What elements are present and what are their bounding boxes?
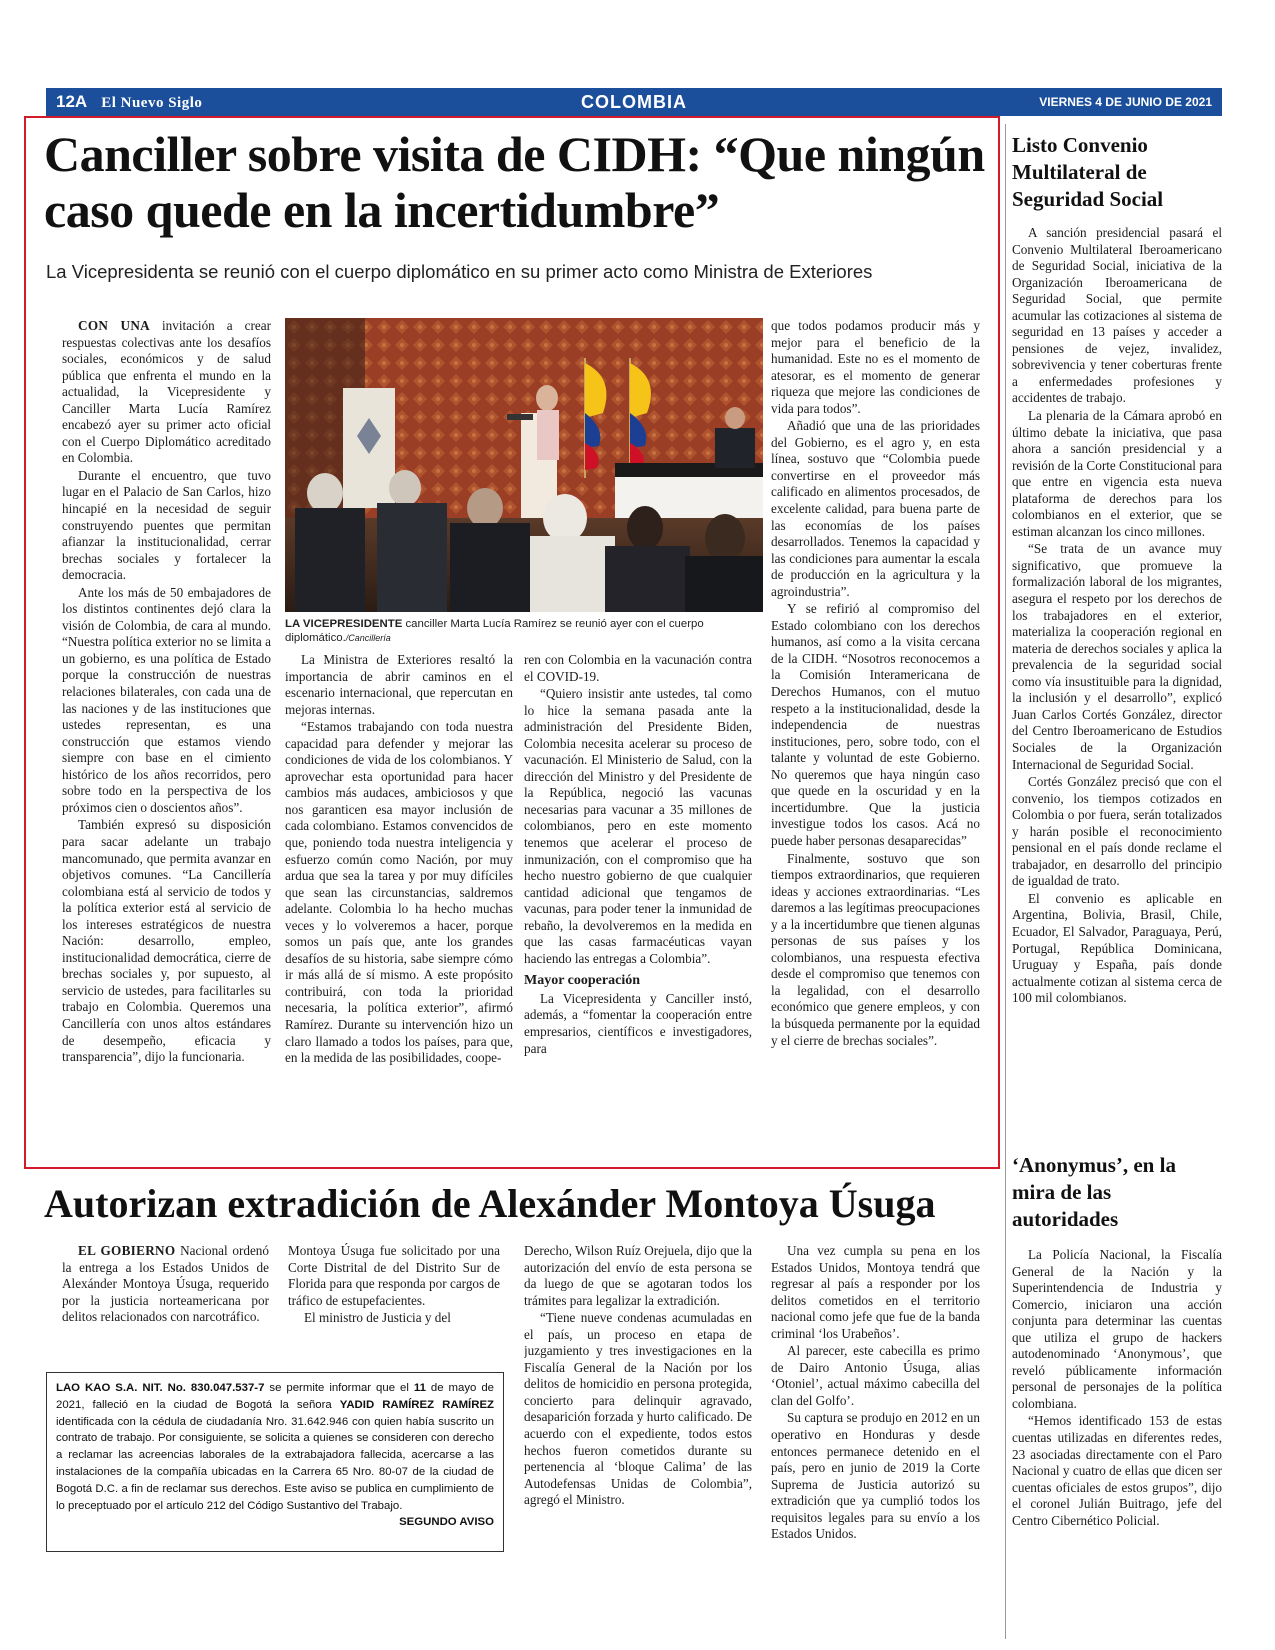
legal-notice-box: LAO KAO S.A. NIT. No. 830.047.537-7 se permite informar que el 11 de mayo de 2021, falleció en la ciudad de Bogotá la señora YADID RAMÍREZ RAMÍREZ identificada con la cédula de ciudadanía Nro. 31.642.946 con quien había suscrito un contrato de trabajo. Por consiguiente, se solicita a quienes se consideren con derecho a reclamar las acreencias laborales de la extrabajadora fallecida, acercarse a las instalaciones de la compañía ubicadas en la Carrera 65 Nro. 80-07 de la ciudad de Bogotá D.C. a fin de reclamar sus derechos. Este aviso se publica en cumplimiento de lo preceptuado por el artículo 212 del Código Sustantivo del Trabajo. SEGUNDO AVISO <box>46 1372 504 1552</box>
main-subheadline: La Vicepresidenta se reunió con el cuerpo diplomático en su primer acto como Ministra de Exteriores <box>46 261 873 282</box>
second-article-column-2: Montoya Úsuga fue solicitado por una Corte Distrital de del Distrito Sur de Florida para que responda por cargos de tráfico de estupefacientes. El ministro de Justicia y del <box>288 1243 500 1326</box>
sidebar-headline-2: ‘Anonymus’, en la mira de las autoridades <box>1012 1153 1176 1231</box>
sidebar-article-2-body: La Policía Nacional, la Fiscalía General de la Nación y la Superintendencia de Industria y Comercio, iniciaron una acción conjunta para determinar las cuentas que utiliza el grupo de hackers autodenominado ‘Anonymous’, que reveló públicamente información personal de personajes de la política colombiana. “Hemos identificado 153 de estas cuentas utilizadas en diferentes redes, 23 asociadas directamente con el Paro Nacional y cuatro de ellas que dicen ser cuentas oficiales de estos grupos”, dijo el coronel Julián Buitrago, jefe del Centro Cibernético Policial. <box>1012 1247 1222 1528</box>
second-headline: Autorizan extradición de Alexánder Montoya Úsuga <box>44 1181 936 1226</box>
second-article-column-1: EL GOBIERNO Nacional ordenó la entrega a los Estados Unidos de Alexánder Montoya Úsuga, requerido por la justicia norteamericana por delitos relacionados con narcotráfico. <box>62 1243 269 1325</box>
issue-date: VIERNES 4 DE JUNIO DE 2021 <box>1039 95 1212 109</box>
notice-company: LAO KAO S.A. NIT. No. 830.047.537-7 <box>56 1382 265 1394</box>
main-article-column-4: que todos podamos producir más y mejor para el beneficio de la humanidad. Este no es el momento de atesorar, es el momento de generar riqueza que mejore las condiciones de vida para todos”. Añadió que una de las prioridades del Gobierno, es el agro y, en esta línea, sostuvo que “Colombia puede convertirse en el proveedor más calificado en alimentos procesados, de excelente calidad, para buena parte de las economías de los países desarrollados. Tenemos la capacidad y las condiciones para aumentar la escala de producción en la agricultura y la agroindustria”. Y se refirió al compromiso del Estado colombiano con los derechos humanos, así como a la visita cercana de la CIDH. “Nosotros reconocemos a la Comisión Interamericana de Derechos Humanos, con el mutuo respeto a la institucionalidad, desde la independencia de nuestras instituciones, pero, sobre todo, con el talante y voluntad de este Gobierno. No queremos que haya ningún caso que quede en la oscuridad y en la incertidumbre. Que la justicia investigue todos los casos. Acá no puede haber personas desaparecidas” Finalmente, sostuvo que son tiempos extraordinarios, que requieren ideas y acciones extraordinarias. “Les daremos a las legítimas preocupaciones y a la incertidumbre que tienen algunas personas de sus países y los colombianos, una respuesta efectiva desde el compromiso que tenemos con la legalidad, con el desarrollo económico que genere empleos, y con la búsqueda permanente por la equidad y el cierre de brechas sociales”. <box>771 318 980 1048</box>
notice-tag: SEGUNDO AVISO <box>399 1516 494 1529</box>
subheading: Mayor cooperación <box>524 973 640 989</box>
caption-lead: LA VICEPRESIDENTE <box>285 618 403 630</box>
main-headline: Canciller sobre visita de CIDH: “Que ningún caso quede en la incertidumbre” <box>44 126 985 238</box>
article-photo <box>285 318 763 612</box>
main-article-column-1: CON UNA invitación a crear respuestas colectivas ante los desafíos sociales, económicos y de salud pública que enfrenta el mundo en la actualidad, la Vicepresidente y Canciller Marta Lucía Ramírez encabezó ayer su primer acto oficial con el Cuerpo Diplomático acreditado en Colombia. Durante el encuentro, que tuvo lugar en el Palacio de San Carlos, hizo hincapié en la necesidad de seguir construyendo puentes que permitan afianzar la institucionalidad, cerrar brechas sociales y fortalecer la democracia. Ante los más de 50 embajadores de los distintos continentes dejó clara la visión de Colombia, de cara al mundo. “Nuestra política exterior no se limita a un gobierno, es una política de Estado porque la construcción de nuestras relaciones bilaterales, con cada una de las naciones y de las instituciones que ustedes representan, es una construcción que estamos viendo siempre con base en el cimiento histórico de los años recorridos, pero sobre todo en la perspectiva de los próximos cien o doscientos años”. También expresó su disposición para sacar adelante un trabajo mancomunado, que permita avanzar en objetivos comunes. “La Cancillería colombiana está al servicio de todos y la política exterior está al servicio de los intereses estratégicos de nuestra Nación: desarrollo, empleo, institucionalidad democrática, cierre de brechas sociales y, por supuesto, al servicio de ustedes, para facilitarles su trabajo en Colombia. Queremos una Cancillería con unos altos estándares de desempeño, eficacia y transparencia”, dijo la funcionaria. <box>62 318 271 1065</box>
lead-in-2: EL GOBIERNO <box>78 1243 176 1258</box>
page-number: 12A <box>56 92 88 111</box>
lead-in: CON UNA <box>78 318 150 333</box>
sidebar-divider <box>1005 124 1006 1639</box>
main-article-column-3: ren con Colombia en la vacunación contra el COVID-19. “Quiero insistir ante ustedes, tal como lo hice la semana pasada ante la administración del Presidente Biden, Colombia necesita acelerar su proceso de vacunación. El Ministerio de Salud, con la dirección del Ministro y del Presidente de la República, negoció las vacunas necesarias para vacunar a 35 millones de colombianos, pero en este momento tenemos que acelerar el proceso de inmunización, con el compromiso que ha hecho nuestro gobierno de que cualquier cantidad adicional que tengamos de vacunas, para poder tener la inmunidad de rebaño, la devolveremos en la medida en que las casas farmacéuticas vayan haciendo las entregas a Colombia”. Mayor cooperación La Vicepresidenta y Canciller instó, además, a “fomentar la cooperación entre empresarios, científicos e investigadores, para <box>524 652 752 1056</box>
notice-deceased-name: YADID RAMÍREZ RAMÍREZ <box>339 1398 495 1411</box>
main-article-column-2: La Ministra de Exteriores resaltó la importancia de abrir caminos en el escenario internacional, que repercutan en mejoras internas. “Estamos trabajando con toda nuestra capacidad para defender y mejorar las condiciones de vida de los colombianos. Y aprovechar esta oportunidad para hacer cambios más audaces, ambiciosos y que nos garanticen esa mayor inclusión de cada colombiano. Estamos convencidos de que, poniendo toda nuestra inteligencia y esfuerzo común como Nación, por muy ardua que sea la tarea y por muy difíciles que sean las circunstancias, saldremos adelante. Colombia lo ha hecho muchas veces y lo volveremos a hacer, porque somos un país que, ante los grandes desafíos de su historia, sabe siempre cómo ir más allá de sí mismo. A este propósito contribuirá, con toda la prioridad necesaria, la política exterior”, afirmó Ramírez. Durante su intervención hizo un claro llamado a todos los países, para que, en la medida de las posibilidades, coope- <box>285 652 513 1066</box>
sidebar-article-1-body: A sanción presidencial pasará el Convenio Multilateral Iberoamericano de Seguridad Social, iniciativa de la Organización Iberoamericana de Seguridad Social, que permite acumular las cotizaciones al sistema de seguridad en 13 países y acceder a pensiones de vejez, invalidez, sobrevivencia y tener coberturas frente a enfermedades profesiones y accidentes de trabajo. La plenaria de la Cámara aprobó en último debate la iniciativa, que pasa ahora a sanción presidencial y a revisión de la Corte Constitucional para que entre en vigencia esta nueva plataforma de derechos para los colombianos en el exterior, que se estiman alcanzan los cinco millones. “Se trata de un avance muy significativo, que promueve la formalización laboral de los migrantes, asegura el respeto por los derechos de los trabajadores en el exterior, materializa la cooperación regional en materia de derechos sociales y aplica la prevalencia de la seguridad social como vía insustituible para la dignidad, la inclusión y el desarrollo”, explicó Juan Carlos Cortés González, director del Centro Iberoamericano de Estudios Sociales de la Organización Internacional de Seguridad Social. Cortés González precisó que con el convenio, los tiempos cotizados en Colombia o por fuera, serán totalizados y harán posible el reconocimiento pensional en el país donde reclame el trabajador, en desarrollo del principio de igualdad de trato. El convenio es aplicable en Argentina, Bolivia, Brasil, Chile, Ecuador, El Salvador, Paraguaya, Perú, Portugal, República Dominicana, Uruguay y España, país donde actualmente cotizan al sistema cerca de 100 mil colombianos. <box>1012 225 1222 1006</box>
newspaper-name: El Nuevo Siglo <box>101 95 203 111</box>
second-article-column-3: Derecho, Wilson Ruíz Orejuela, dijo que la autorización del envío de esta persona se da luego de que se agotaran todos los trámites para legalizar la extradición. “Tiene nueve condenas acumuladas en el país, un proceso en etapa de juzgamiento y tres investigaciones en la Fiscalía General de la Nación por los delitos de homicidio en persona protegida, concierto para delinquir agravado, desaparición forzada y hurto calificado. De acuerdo con el expediente, todos estos hechos fueron cometidos durante su pertenencia al ‘bloque Calima’ de las Autodefensas Unidas de Colombia”, agregó el Ministro. <box>524 1243 752 1508</box>
page-header-bar <box>46 88 1222 116</box>
second-article-column-4: Una vez cumpla su pena en los Estados Unidos, Montoya tendrá que regresar al país a responder por los delitos cometidos en el territorio nacional como jefe que fue de la banda criminal ‘los Urabeños’. Al parecer, este cabecilla es primo de Dairo Antonio Úsuga, alias ‘Otoniel’, actual máximo cabecilla del clan del Golfo’. Su captura se produjo en 2012 en un operativo en Honduras y desde entonces permanece detenido en el país, pero en junio de 2019 la Corte Suprema de Justicia autorizó su extradición que ya cumplió todos los requisitos legales para su envío a los Estados Unidos. <box>771 1243 980 1542</box>
sidebar-headline-1: Listo Convenio Multilateral de Seguridad Social <box>1012 133 1164 211</box>
photo-caption: LA VICEPRESIDENTE canciller Marta Lucía Ramírez se reunió ayer con el cuerpo diplomático./Cancillería <box>285 618 704 644</box>
section-name: COLOMBIA <box>581 91 687 112</box>
photo-credit: /Cancillería <box>345 633 391 643</box>
